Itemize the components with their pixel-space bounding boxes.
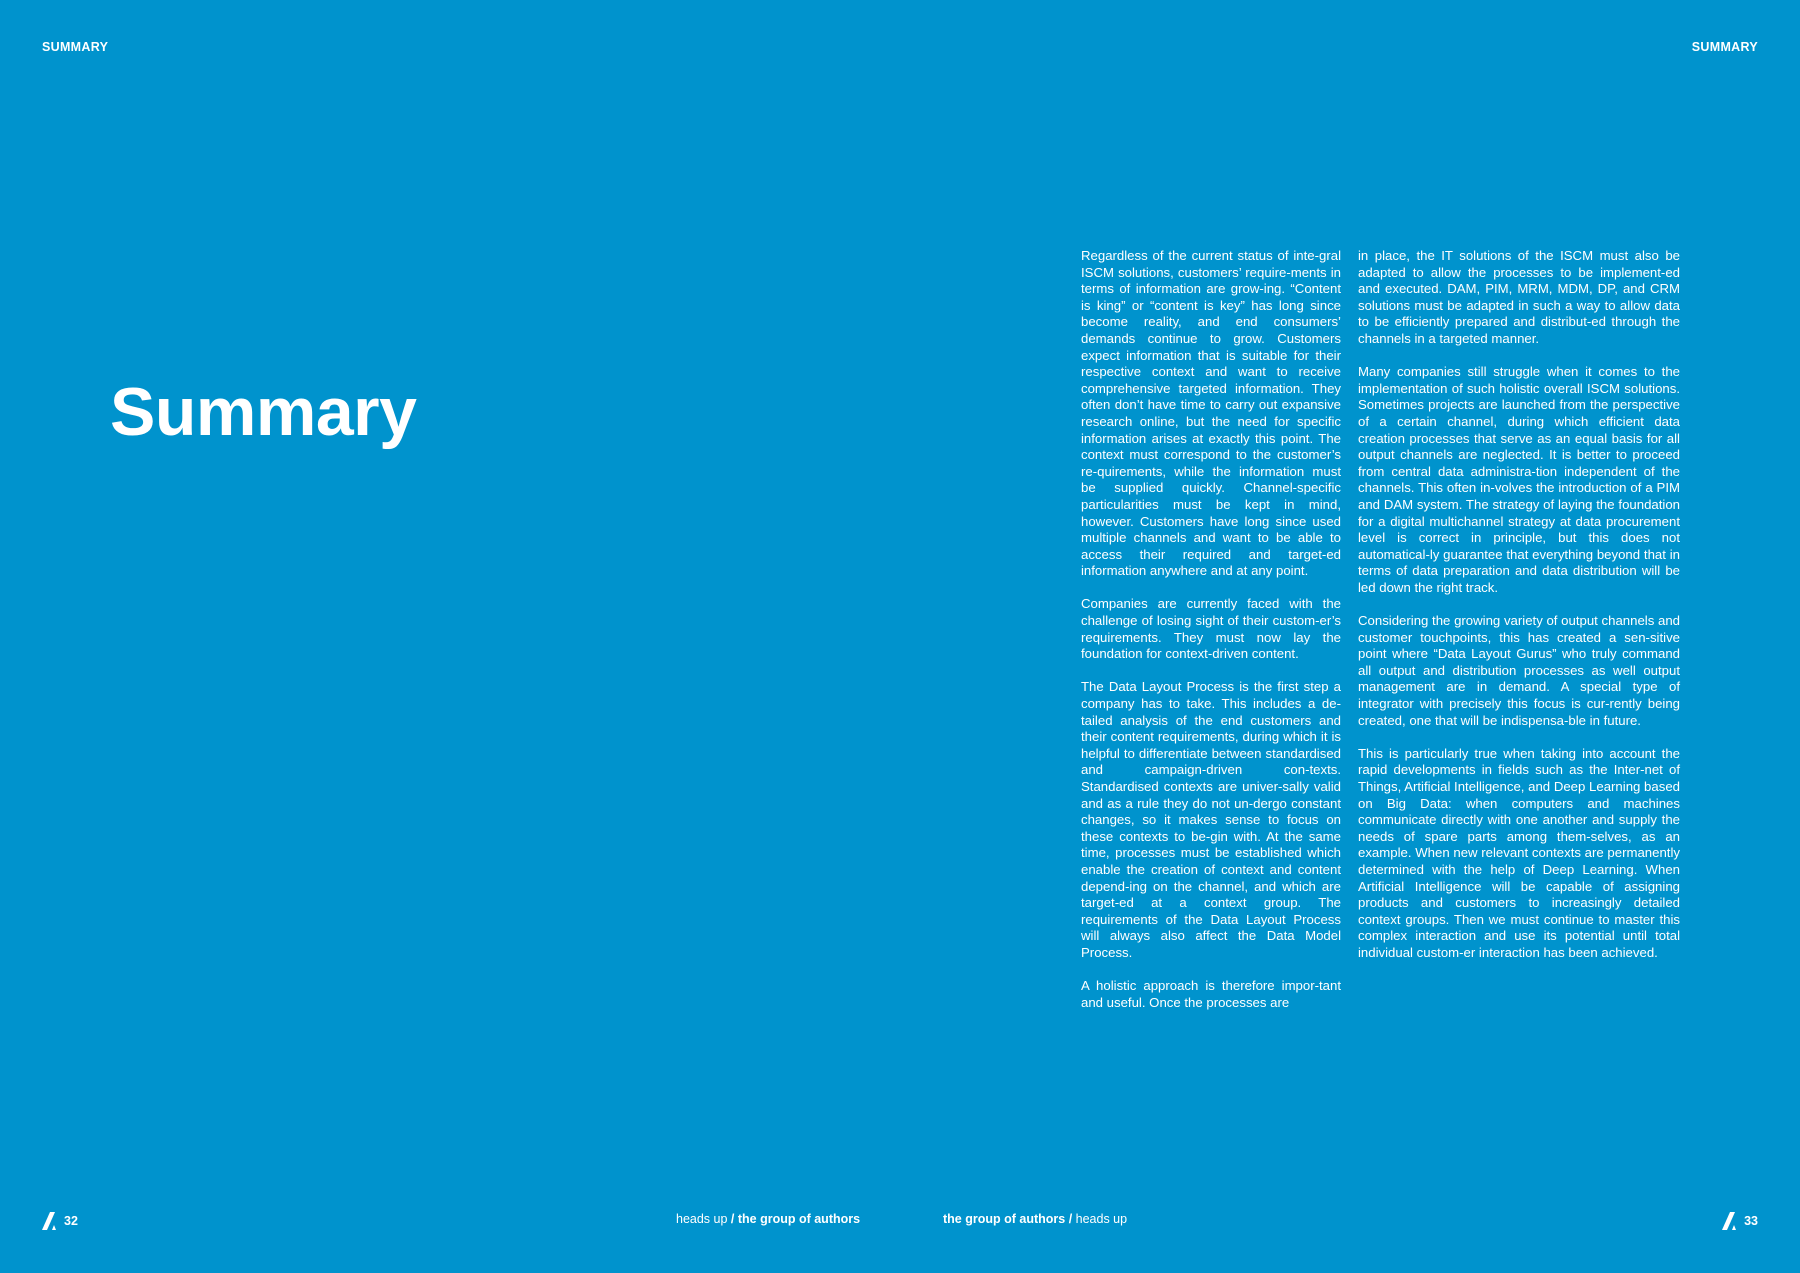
authors-name: the group of authors (943, 1212, 1066, 1226)
page-number-right: 33 (1744, 1214, 1758, 1228)
credit-separator: / (1065, 1212, 1076, 1226)
paragraph: Regardless of the current status of inte-gral ISCM solutions, customers’ require-ments in terms of information are grow-ing. “Content is king” or “content is key” has long since become reality, and end consumers’ demands continue to grow. Customers expect information that is suitable for their respective context and want to receive comprehensive targeted information. They often don’t have time to carry out expansive research online, but the need for specific information arises at exactly this point. The context must correspond to the customer’s re-quirements, while the information must be supplied quickly. Channel-specific particularities must be kept in mind, however. Customers have long since used multiple channels and want to be able to access their required and target-ed information anywhere and at any point. (1081, 248, 1341, 579)
authors-name: the group of authors (737, 1212, 861, 1226)
footer-credit-right (943, 1212, 1127, 1226)
paragraph: The Data Layout Process is the first step a company has to take. This includes a de-tailed analysis of the end customers and their content requirements, during which it is helpful to differentiate between standardised and campaign-driven con-texts. Standardised contexts are univer-sally valid and as a rule they do not un-dergo constant changes, so it makes sense to focus on these contexts to be-gin with. At the same time, processes must be established which enable the creation of context and content depend-ing on the channel, and which are target-ed at a context group. The requirements of the Data Layout Process will always also affect the Data Model Process. (1081, 679, 1341, 960)
page-title: Summary (110, 374, 417, 450)
body-column-2 (1358, 248, 1680, 978)
folio-left (42, 1212, 78, 1230)
paragraph: Companies are currently faced with the challenge of losing sight of their custom-er’s requirements. They must now lay the foundation for context-driven content. (1081, 596, 1341, 662)
paragraph: This is particularly true when taking into account the rapid developments in fields such as the Inter-net of Things, Artificial Intelligence, and Deep Learning based on Big Data: when computers and machines communicate directly with one another and supply the needs of spare parts among them-selves, as an example. When new relevant contexts are permanently determined with the help of Deep Learning. When Artificial Intelligence will be capable of assigning products and customers to increasingly detailed context groups. Then we must continue to master this complex interaction and use its potential until total individual custom-er interaction has been achieved. (1358, 745, 1680, 960)
folio-right (1722, 1212, 1758, 1230)
paragraph: Many companies still struggle when it comes to the implementation of such holistic overall ISCM solutions. Sometimes projects are launched from the perspective of a certain channel, during which efficient data creation processes that serve as an equal basis for all output channels are neglected. It is better to proceed from central data administra-tion independent of the channels. This often in-volves the introduction of a PIM and DAM system. The strategy of laying the foundation for a digital multichannel strategy at data procurement level is correct in principle, but this does not automatical-ly guarantee that everything beyond that in terms of data preparation and data distribution will be led down the right track. (1358, 364, 1680, 595)
running-header-right: SUMMARY (1691, 40, 1758, 54)
publication-name: heads up (676, 1212, 728, 1226)
paragraph: Considering the growing variety of output channels and customer touchpoints, this has created a sen-sitive point where “Data Layout Gurus” who truly command all output and distribution processes as well output management are in demand. A special type of integrator with precisely this focus is cur-rently being created, one that will be indispensa-ble in future. (1358, 613, 1680, 728)
paragraph: in place, the IT solutions of the ISCM must also be adapted to allow the processes to be implement-ed and executed. DAM, PIM, MRM, MDM, DP, and CRM solutions must be adapted in such a way to allow data to be efficiently prepared and distribut-ed through the channels in a targeted manner. (1358, 248, 1680, 346)
credit-separator: / (727, 1212, 738, 1226)
body-column-1 (1081, 248, 1341, 1028)
slash-logo-icon (1722, 1212, 1736, 1230)
publication-name: heads up (1075, 1212, 1128, 1226)
paragraph: A holistic approach is therefore impor-tant and useful. Once the processes are (1081, 978, 1341, 1010)
page-number-left: 32 (64, 1214, 78, 1228)
running-header-left: SUMMARY (42, 40, 109, 54)
footer-credit-left (676, 1212, 860, 1226)
slash-logo-icon (42, 1212, 56, 1230)
